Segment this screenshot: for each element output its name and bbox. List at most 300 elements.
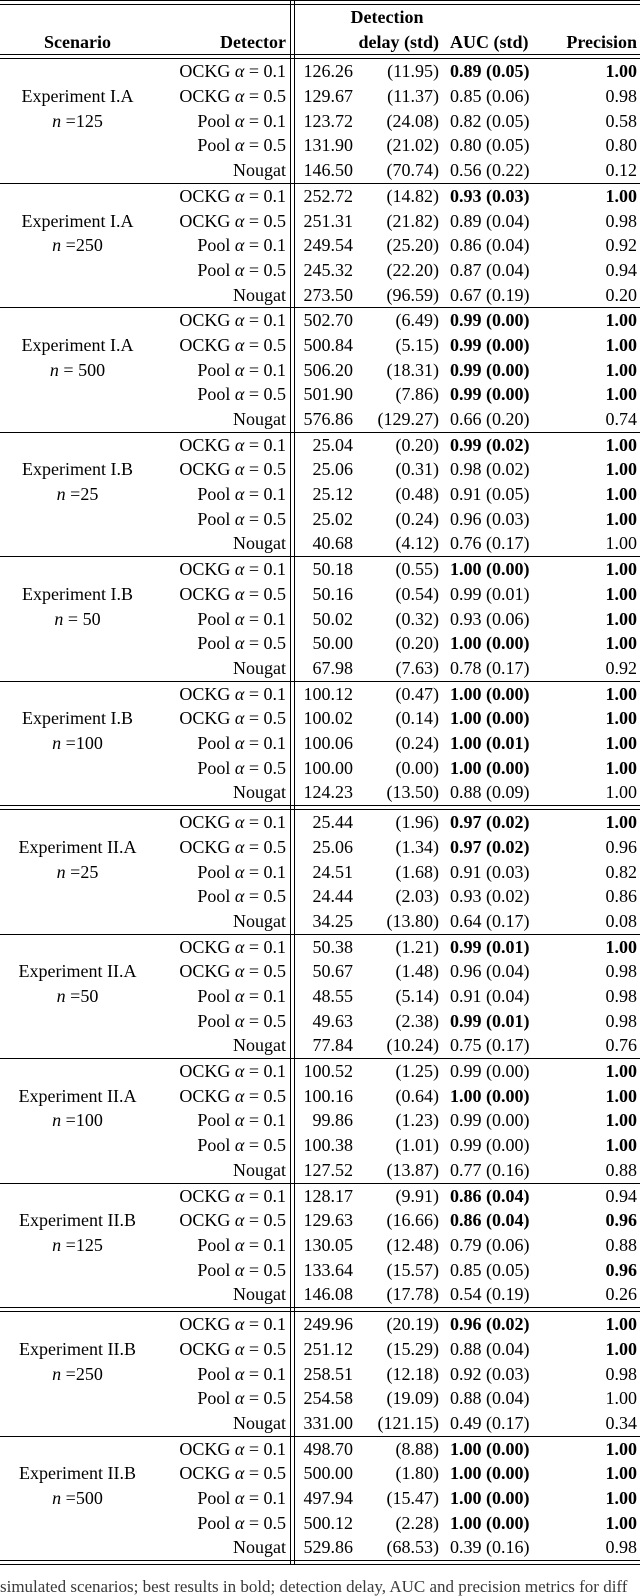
delay-value: 146.08 bbox=[303, 1284, 353, 1305]
scenario-label bbox=[0, 1437, 155, 1560]
delay-std-value: (16.66) bbox=[386, 1210, 439, 1231]
scenario-experiment: Experiment I.B bbox=[22, 459, 133, 480]
precision-value: 0.96 bbox=[605, 836, 637, 857]
detector-cell: OCKG α = 0.1 bbox=[179, 936, 286, 957]
scenario-label bbox=[0, 1059, 155, 1182]
scenario-experiment: Experiment I.A bbox=[21, 86, 134, 107]
detector-cell: Pool α = 0.5 bbox=[197, 633, 286, 654]
precision-value: 1.00 bbox=[605, 359, 637, 380]
detector-cell: Pool α = 0.1 bbox=[197, 1487, 286, 1508]
delay-value: 25.44 bbox=[312, 812, 353, 833]
delay-std-value: (19.09) bbox=[386, 1388, 439, 1409]
delay-std-value: (5.15) bbox=[395, 334, 439, 355]
auc-value: 1.00 (0.00) bbox=[450, 1487, 530, 1508]
precision-value: 1.00 bbox=[605, 608, 637, 629]
detector-cell: OCKG α = 0.1 bbox=[179, 559, 286, 580]
detector-cell: Pool α = 0.1 bbox=[197, 608, 286, 629]
detector-cell: Nougat bbox=[233, 1035, 286, 1056]
delay-value: 100.06 bbox=[303, 732, 353, 753]
detector-cell: Nougat bbox=[233, 409, 286, 429]
delay-value: 251.31 bbox=[303, 210, 353, 231]
scenario-sample-size: n =250 bbox=[52, 235, 103, 256]
detector-cell: OCKG α = 0.1 bbox=[179, 434, 286, 455]
delay-value: 25.12 bbox=[312, 484, 353, 505]
auc-value: 1.00 (0.00) bbox=[450, 1512, 530, 1533]
delay-std-value: (21.82) bbox=[386, 210, 439, 231]
delay-value: 25.02 bbox=[312, 508, 353, 529]
precision-value: 1.00 bbox=[605, 812, 637, 833]
detector-cell: Pool α = 0.5 bbox=[197, 1135, 286, 1156]
detector-cell: Nougat bbox=[233, 1159, 286, 1180]
precision-value: 0.34 bbox=[605, 1412, 637, 1433]
scenario-block bbox=[0, 308, 640, 431]
precision-value: 0.96 bbox=[605, 1259, 637, 1280]
auc-value: 0.96 (0.04) bbox=[450, 961, 530, 982]
delay-value: 50.67 bbox=[312, 961, 353, 982]
delay-value: 273.50 bbox=[303, 284, 353, 305]
scenario-label bbox=[0, 308, 155, 431]
precision-value: 0.92 bbox=[605, 235, 637, 256]
detector-cell: Nougat bbox=[233, 533, 286, 554]
delay-std-value: (0.24) bbox=[395, 732, 439, 753]
detector-cell: Nougat bbox=[233, 284, 286, 305]
auc-value: 0.64 (0.17) bbox=[450, 910, 530, 931]
delay-value: 249.96 bbox=[303, 1314, 353, 1335]
delay-value: 251.12 bbox=[303, 1338, 353, 1359]
delay-value: 131.90 bbox=[303, 135, 353, 156]
delay-value: 50.16 bbox=[312, 583, 353, 604]
auc-value: 1.00 (0.00) bbox=[450, 1463, 530, 1484]
delay-std-value: (11.95) bbox=[387, 61, 439, 82]
detector-cell: Pool α = 0.5 bbox=[197, 886, 286, 907]
precision-value: 1.00 bbox=[605, 559, 637, 580]
auc-value: 0.86 (0.04) bbox=[450, 235, 530, 256]
precision-value: 0.98 bbox=[605, 210, 637, 231]
precision-value: 1.00 bbox=[605, 936, 637, 957]
delay-value: 127.52 bbox=[303, 1159, 353, 1180]
scenario-experiment: Experiment II.A bbox=[18, 961, 137, 982]
precision-value: 1.00 bbox=[605, 334, 637, 355]
auc-value: 0.99 (0.01) bbox=[450, 583, 530, 604]
delay-std-value: (4.12) bbox=[395, 533, 439, 554]
delay-std-value: (0.47) bbox=[395, 683, 439, 704]
scenario-block bbox=[0, 935, 640, 1058]
detector-cell: OCKG α = 0.5 bbox=[179, 961, 286, 982]
auc-value: 0.99 (0.00) bbox=[450, 1135, 530, 1156]
detector-cell: OCKG α = 0.5 bbox=[179, 583, 286, 604]
scenario-experiment: Experiment I.A bbox=[21, 334, 134, 355]
delay-std-value: (21.02) bbox=[386, 135, 439, 156]
auc-value: 0.85 (0.06) bbox=[450, 86, 530, 107]
detector-cell: OCKG α = 0.1 bbox=[179, 1314, 286, 1335]
table-header bbox=[0, 5, 640, 54]
delay-std-value: (7.86) bbox=[395, 384, 439, 405]
detector-cell: Nougat bbox=[233, 1537, 286, 1558]
delay-value: 576.86 bbox=[303, 409, 353, 429]
delay-std-value: (1.34) bbox=[395, 836, 439, 857]
auc-value: 0.97 (0.02) bbox=[450, 836, 530, 857]
precision-value: 0.74 bbox=[605, 409, 637, 429]
delay-std-value: (70.74) bbox=[386, 160, 439, 181]
detector-cell: OCKG α = 0.5 bbox=[179, 1463, 286, 1484]
delay-value: 24.51 bbox=[312, 861, 353, 882]
precision-value: 0.92 bbox=[605, 657, 637, 678]
scenario-block bbox=[0, 557, 640, 680]
scenario-block bbox=[0, 184, 640, 307]
delay-std-value: (1.25) bbox=[395, 1061, 439, 1082]
scenario-sample-size: n =125 bbox=[52, 1234, 103, 1255]
scenario-experiment: Experiment II.B bbox=[19, 1463, 136, 1484]
detector-cell: OCKG α = 0.1 bbox=[179, 310, 286, 331]
scenario-sample-size: n =125 bbox=[52, 110, 103, 131]
delay-std-value: (0.54) bbox=[395, 583, 439, 604]
auc-value: 1.00 (0.00) bbox=[450, 708, 530, 729]
scenario-sample-size: n =25 bbox=[56, 484, 99, 505]
delay-std-value: (12.48) bbox=[386, 1234, 439, 1255]
delay-value: 50.38 bbox=[312, 936, 353, 957]
delay-value: 331.00 bbox=[303, 1412, 353, 1433]
clipped-caption bbox=[0, 1577, 640, 1596]
delay-value: 48.55 bbox=[312, 986, 353, 1006]
delay-std-value: (13.87) bbox=[386, 1159, 439, 1180]
precision-value: 1.00 bbox=[605, 708, 637, 729]
delay-value: 49.63 bbox=[312, 1010, 353, 1031]
delay-value: 500.84 bbox=[303, 334, 353, 355]
delay-value: 129.67 bbox=[303, 86, 353, 107]
detector-cell: Pool α = 0.1 bbox=[197, 732, 286, 753]
table-body bbox=[0, 59, 640, 1560]
auc-value: 0.78 (0.17) bbox=[450, 657, 530, 678]
auc-value: 0.99 (0.01) bbox=[450, 1010, 530, 1031]
precision-value: 1.00 bbox=[605, 484, 637, 505]
precision-value: 0.98 bbox=[605, 1363, 637, 1384]
detector-cell: Pool α = 0.1 bbox=[197, 861, 286, 882]
delay-std-value: (5.14) bbox=[395, 986, 439, 1006]
delay-std-value: (6.49) bbox=[395, 310, 439, 331]
precision-value: 1.00 bbox=[605, 633, 637, 654]
delay-std-value: (20.19) bbox=[386, 1314, 439, 1335]
delay-value: 502.70 bbox=[303, 310, 353, 331]
delay-std-value: (2.03) bbox=[395, 886, 439, 907]
delay-std-value: (13.50) bbox=[386, 782, 439, 803]
delay-value: 501.90 bbox=[303, 384, 353, 405]
delay-std-value: (0.64) bbox=[395, 1085, 439, 1106]
precision-value: 1.00 bbox=[605, 384, 637, 405]
delay-value: 100.02 bbox=[303, 708, 353, 729]
delay-value: 126.26 bbox=[303, 61, 353, 82]
detector-cell: OCKG α = 0.1 bbox=[179, 185, 286, 206]
scenario-label bbox=[0, 433, 155, 556]
delay-value: 497.94 bbox=[303, 1487, 353, 1508]
auc-value: 0.91 (0.04) bbox=[450, 986, 530, 1006]
auc-value: 1.00 (0.00) bbox=[450, 1085, 530, 1106]
precision-value: 1.00 bbox=[605, 1135, 637, 1156]
precision-value: 1.00 bbox=[605, 683, 637, 704]
delay-std-value: (129.27) bbox=[377, 409, 439, 429]
auc-value: 0.82 (0.05) bbox=[450, 110, 530, 131]
auc-value: 0.93 (0.06) bbox=[450, 608, 530, 629]
auc-value: 0.96 (0.02) bbox=[450, 1314, 530, 1335]
detector-cell: Pool α = 0.5 bbox=[197, 1388, 286, 1409]
auc-value: 0.99 (0.02) bbox=[450, 434, 530, 455]
precision-value: 0.80 bbox=[605, 135, 637, 156]
detector-cell: Nougat bbox=[233, 657, 286, 678]
detector-cell: OCKG α = 0.5 bbox=[179, 334, 286, 355]
delay-value: 128.17 bbox=[303, 1185, 353, 1206]
delay-std-value: (12.18) bbox=[386, 1363, 439, 1384]
delay-std-value: (17.78) bbox=[386, 1284, 439, 1305]
delay-value: 254.58 bbox=[303, 1388, 353, 1409]
delay-std-value: (2.38) bbox=[395, 1010, 439, 1031]
delay-value: 50.00 bbox=[312, 633, 353, 654]
header-detection: Detection bbox=[350, 7, 424, 28]
delay-value: 500.00 bbox=[303, 1463, 353, 1484]
delay-std-value: (15.57) bbox=[386, 1259, 439, 1280]
delay-value: 50.18 bbox=[312, 559, 353, 580]
auc-value: 0.86 (0.04) bbox=[450, 1185, 530, 1206]
scenario-experiment: Experiment II.B bbox=[19, 1210, 136, 1231]
auc-value: 0.92 (0.03) bbox=[450, 1363, 530, 1384]
precision-value: 0.86 bbox=[605, 886, 637, 907]
detector-cell: Pool α = 0.1 bbox=[197, 235, 286, 256]
header-delay-std: delay (std) bbox=[358, 31, 439, 52]
delay-std-value: (15.47) bbox=[386, 1487, 439, 1508]
delay-value: 100.38 bbox=[303, 1135, 353, 1156]
scenario-sample-size: n =250 bbox=[52, 1363, 103, 1384]
delay-value: 529.86 bbox=[303, 1537, 353, 1558]
detector-cell: Pool α = 0.1 bbox=[197, 1110, 286, 1131]
delay-std-value: (9.91) bbox=[395, 1185, 439, 1206]
detector-cell: Pool α = 0.1 bbox=[197, 484, 286, 505]
delay-std-value: (0.20) bbox=[395, 633, 439, 654]
precision-value: 0.58 bbox=[605, 110, 637, 131]
detector-cell: OCKG α = 0.5 bbox=[179, 86, 286, 107]
auc-value: 0.99 (0.00) bbox=[450, 1061, 530, 1082]
delay-value: 258.51 bbox=[303, 1363, 353, 1384]
precision-value: 1.00 bbox=[605, 1338, 637, 1359]
delay-std-value: (1.48) bbox=[395, 961, 439, 982]
auc-value: 0.86 (0.04) bbox=[450, 1210, 530, 1231]
precision-value: 1.00 bbox=[605, 1314, 637, 1335]
precision-value: 0.08 bbox=[605, 910, 637, 931]
auc-value: 0.88 (0.04) bbox=[450, 1388, 530, 1409]
detector-cell: OCKG α = 0.1 bbox=[179, 1438, 286, 1459]
delay-value: 252.72 bbox=[303, 185, 353, 206]
precision-value: 0.98 bbox=[605, 986, 637, 1006]
auc-value: 0.93 (0.03) bbox=[450, 185, 530, 206]
auc-value: 0.75 (0.17) bbox=[450, 1035, 530, 1056]
detector-cell: Pool α = 0.5 bbox=[197, 1010, 286, 1031]
detector-cell: Pool α = 0.5 bbox=[197, 384, 286, 405]
delay-value: 50.02 bbox=[312, 608, 353, 629]
delay-value: 100.00 bbox=[303, 757, 353, 778]
delay-value: 123.72 bbox=[303, 110, 353, 131]
delay-std-value: (0.55) bbox=[395, 559, 439, 580]
scenario-block bbox=[0, 682, 640, 805]
auc-value: 0.76 (0.17) bbox=[450, 533, 530, 554]
detector-cell: OCKG α = 0.1 bbox=[179, 812, 286, 833]
auc-value: 0.56 (0.22) bbox=[450, 160, 530, 181]
delay-value: 99.86 bbox=[312, 1110, 353, 1131]
delay-value: 245.32 bbox=[303, 259, 353, 280]
scenario-sample-size: n =500 bbox=[52, 1487, 103, 1508]
detector-cell: Pool α = 0.5 bbox=[197, 757, 286, 778]
delay-std-value: (0.24) bbox=[395, 508, 439, 529]
auc-value: 0.49 (0.17) bbox=[450, 1412, 530, 1433]
precision-value: 0.98 bbox=[605, 1537, 637, 1558]
detector-cell: Pool α = 0.5 bbox=[197, 259, 286, 280]
delay-value: 130.05 bbox=[303, 1234, 353, 1255]
scenario-experiment: Experiment II.A bbox=[18, 836, 137, 857]
delay-value: 100.12 bbox=[303, 683, 353, 704]
detector-cell: Pool α = 0.5 bbox=[197, 1259, 286, 1280]
auc-value: 0.54 (0.19) bbox=[450, 1284, 530, 1305]
auc-value: 0.91 (0.03) bbox=[450, 861, 530, 882]
detector-cell: OCKG α = 0.1 bbox=[179, 61, 286, 82]
header-detector: Detector bbox=[220, 31, 286, 52]
scenario-label bbox=[0, 1312, 155, 1435]
precision-value: 0.12 bbox=[605, 160, 637, 181]
auc-value: 1.00 (0.00) bbox=[450, 1438, 530, 1459]
detector-cell: Pool α = 0.5 bbox=[197, 508, 286, 529]
detector-cell: Pool α = 0.1 bbox=[197, 359, 286, 380]
precision-value: 1.00 bbox=[605, 61, 637, 82]
precision-value: 1.00 bbox=[605, 732, 637, 753]
auc-value: 0.85 (0.05) bbox=[450, 1259, 530, 1280]
delay-std-value: (1.80) bbox=[395, 1463, 439, 1484]
scenario-experiment: Experiment II.A bbox=[18, 1085, 137, 1106]
delay-std-value: (8.88) bbox=[395, 1438, 439, 1459]
detector-cell: OCKG α = 0.1 bbox=[179, 683, 286, 704]
delay-value: 249.54 bbox=[303, 235, 353, 256]
scenario-sample-size: n =25 bbox=[56, 861, 99, 882]
auc-value: 0.99 (0.00) bbox=[450, 359, 530, 380]
scenario-block bbox=[0, 1312, 640, 1435]
scenario-experiment: Experiment I.B bbox=[22, 708, 133, 729]
delay-std-value: (0.32) bbox=[395, 608, 439, 629]
precision-value: 1.00 bbox=[605, 1085, 637, 1106]
auc-value: 0.79 (0.06) bbox=[450, 1234, 530, 1255]
scenario-label bbox=[0, 557, 155, 680]
table-bottom-rule bbox=[0, 1560, 640, 1565]
scenario-sample-size: n =100 bbox=[52, 732, 103, 753]
delay-std-value: (13.80) bbox=[386, 910, 439, 931]
precision-value: 1.00 bbox=[605, 533, 637, 554]
auc-value: 0.91 (0.05) bbox=[450, 484, 530, 505]
auc-value: 0.96 (0.03) bbox=[450, 508, 530, 529]
precision-value: 0.82 bbox=[605, 861, 637, 882]
delay-value: 25.06 bbox=[312, 836, 353, 857]
scenario-experiment: Experiment I.A bbox=[21, 210, 134, 231]
detector-cell: OCKG α = 0.5 bbox=[179, 836, 286, 857]
precision-value: 1.00 bbox=[605, 757, 637, 778]
delay-std-value: (10.24) bbox=[386, 1035, 439, 1056]
clipped-caption-text: simulated scenarios; best results in bold; detection delay, AUC and precision metrics for diff bbox=[0, 1577, 628, 1596]
scenario-label bbox=[0, 1184, 155, 1307]
delay-std-value: (11.37) bbox=[387, 86, 439, 107]
delay-value: 124.23 bbox=[303, 782, 353, 803]
delay-std-value: (18.31) bbox=[386, 359, 439, 380]
scenario-label bbox=[0, 682, 155, 805]
auc-value: 0.67 (0.19) bbox=[450, 284, 530, 305]
precision-value: 1.00 bbox=[605, 1487, 637, 1508]
precision-value: 1.00 bbox=[605, 583, 637, 604]
delay-std-value: (0.14) bbox=[395, 708, 439, 729]
precision-value: 1.00 bbox=[605, 782, 637, 803]
delay-std-value: (0.31) bbox=[395, 459, 439, 480]
detector-cell: Pool α = 0.1 bbox=[197, 1234, 286, 1255]
delay-value: 77.84 bbox=[312, 1035, 353, 1056]
auc-value: 0.66 (0.20) bbox=[450, 409, 530, 429]
delay-value: 40.68 bbox=[312, 533, 353, 554]
auc-value: 1.00 (0.01) bbox=[450, 732, 530, 753]
scenario-block bbox=[0, 433, 640, 556]
auc-value: 1.00 (0.00) bbox=[450, 559, 530, 580]
scenario-label bbox=[0, 184, 155, 307]
precision-value: 1.00 bbox=[605, 185, 637, 206]
delay-value: 67.98 bbox=[312, 657, 353, 678]
delay-std-value: (1.23) bbox=[395, 1110, 439, 1131]
auc-value: 0.99 (0.00) bbox=[450, 1110, 530, 1131]
precision-value: 1.00 bbox=[605, 508, 637, 529]
delay-value: 100.52 bbox=[303, 1061, 353, 1082]
delay-std-value: (2.28) bbox=[395, 1512, 439, 1533]
delay-std-value: (1.21) bbox=[395, 936, 439, 957]
delay-std-value: (14.82) bbox=[386, 185, 439, 206]
precision-value: 1.00 bbox=[605, 1463, 637, 1484]
delay-value: 24.44 bbox=[312, 886, 353, 907]
auc-value: 0.99 (0.01) bbox=[450, 936, 530, 957]
auc-value: 0.98 (0.02) bbox=[450, 459, 530, 480]
auc-value: 0.88 (0.09) bbox=[450, 782, 530, 803]
precision-value: 1.00 bbox=[605, 434, 637, 455]
detector-cell: Nougat bbox=[233, 160, 286, 181]
auc-value: 0.89 (0.05) bbox=[450, 61, 530, 82]
delay-value: 34.25 bbox=[312, 910, 353, 931]
scenario-block bbox=[0, 1059, 640, 1182]
delay-std-value: (0.20) bbox=[395, 434, 439, 455]
delay-value: 100.16 bbox=[303, 1085, 353, 1106]
scenario-sample-size: n =100 bbox=[52, 1110, 103, 1131]
detector-cell: OCKG α = 0.5 bbox=[179, 1210, 286, 1231]
detector-cell: OCKG α = 0.5 bbox=[179, 1338, 286, 1359]
delay-value: 146.50 bbox=[303, 160, 353, 181]
delay-std-value: (0.00) bbox=[395, 757, 439, 778]
precision-value: 0.76 bbox=[605, 1035, 637, 1056]
precision-value: 1.00 bbox=[605, 459, 637, 480]
delay-std-value: (1.96) bbox=[395, 812, 439, 833]
delay-value: 25.06 bbox=[312, 459, 353, 480]
detector-cell: OCKG α = 0.5 bbox=[179, 708, 286, 729]
auc-value: 0.80 (0.05) bbox=[450, 135, 530, 156]
precision-value: 1.00 bbox=[605, 1110, 637, 1131]
delay-std-value: (24.08) bbox=[386, 110, 439, 131]
precision-value: 0.88 bbox=[605, 1234, 637, 1255]
scenario-experiment: Experiment I.B bbox=[22, 583, 133, 604]
detector-cell: Pool α = 0.1 bbox=[197, 986, 286, 1006]
scenario-label bbox=[0, 935, 155, 1058]
precision-value: 0.98 bbox=[605, 86, 637, 107]
detector-cell: Nougat bbox=[233, 782, 286, 803]
precision-value: 1.00 bbox=[605, 1388, 637, 1409]
precision-value: 0.20 bbox=[605, 284, 637, 305]
header-precision: Precision bbox=[566, 31, 637, 52]
delay-std-value: (96.59) bbox=[386, 284, 439, 305]
precision-value: 0.88 bbox=[605, 1159, 637, 1180]
delay-std-value: (68.53) bbox=[386, 1537, 439, 1558]
delay-std-value: (0.48) bbox=[395, 484, 439, 505]
precision-value: 1.00 bbox=[605, 1438, 637, 1459]
